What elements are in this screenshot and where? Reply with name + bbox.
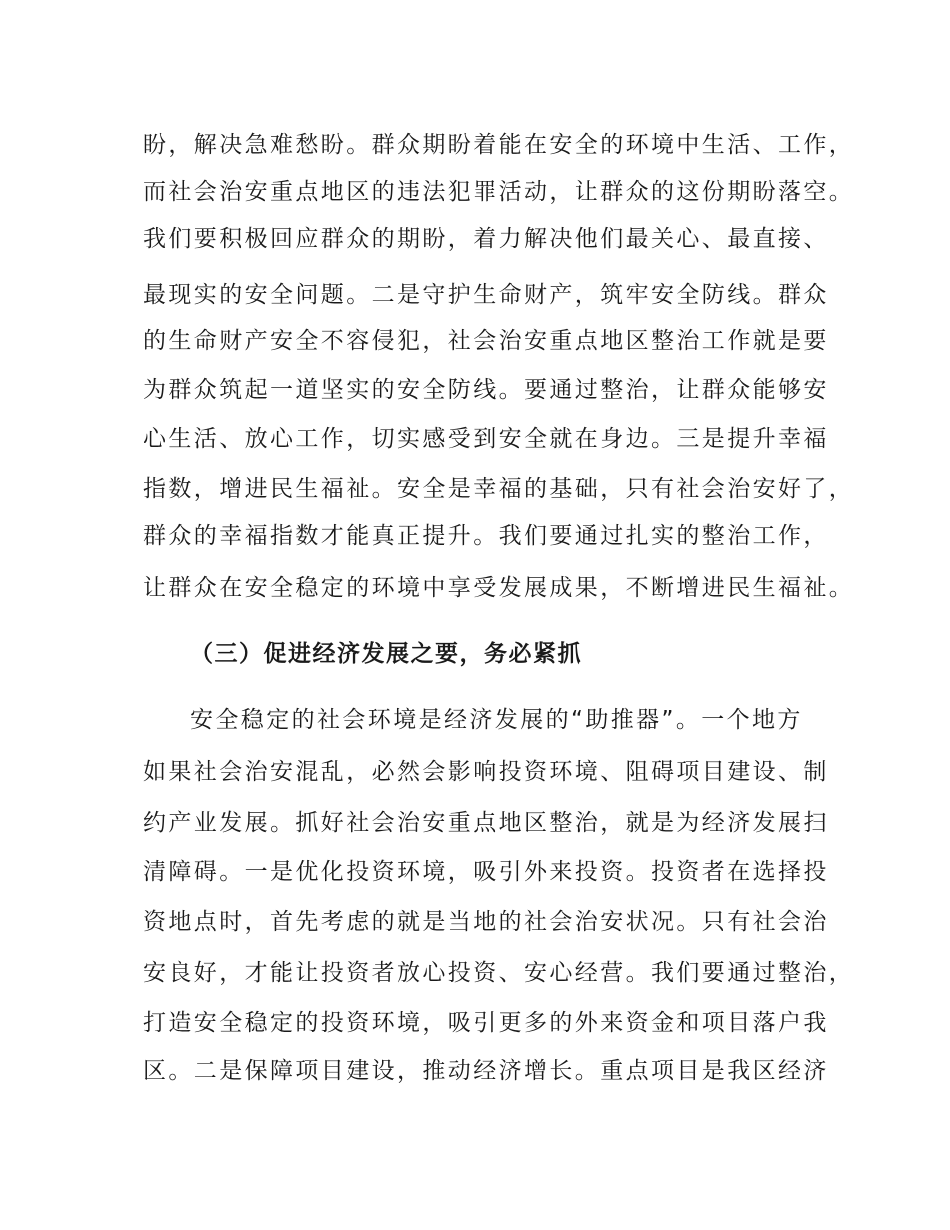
text-line: 群众的幸福指数才能真正提升。我们要通过扎实的整治工作， bbox=[143, 523, 829, 549]
text-line: 安良好，才能让投资者放心投资、安心经营。我们要通过整治， bbox=[143, 960, 855, 986]
section-heading: （三）促进经济发展之要，务必紧抓 bbox=[190, 641, 582, 667]
text-line: 资地点时，首先考虑的就是当地的社会治安状况。只有社会治 bbox=[143, 909, 829, 935]
text-line: 如果社会治安混乱，必然会影响投资环境、阻碍项目建设、制 bbox=[143, 759, 829, 785]
text-line: 让群众在安全稳定的环境中享受发展成果，不断增进民生福祉。 bbox=[143, 575, 855, 601]
text-line: 心生活、放心工作，切实感受到安全就在身边。三是提升幸福 bbox=[143, 426, 829, 452]
text-line: 清障碍。一是优化投资环境，吸引外来投资。投资者在选择投 bbox=[143, 859, 829, 885]
text-line: 的生命财产安全不容侵犯，社会治安重点地区整治工作就是要 bbox=[143, 328, 829, 354]
text-line: 区。二是保障项目建设，推动经济增长。重点项目是我区经济 bbox=[143, 1058, 829, 1084]
text-line: 为群众筑起一道坚实的安全防线。要通过整治，让群众能够安 bbox=[143, 377, 829, 403]
text-line: 而社会治安重点地区的违法犯罪活动，让群众的这份期盼落空。 bbox=[143, 179, 855, 205]
text-line: 安全稳定的社会环境是经济发展的“助推器”。一个地方 bbox=[190, 707, 803, 733]
text-line: 打造安全稳定的投资环境，吸引更多的外来资金和项目落户我 bbox=[143, 1010, 829, 1036]
text-line: 我们要积极回应群众的期盼，着力解决他们最关心、最直接、 bbox=[143, 226, 829, 252]
text-line: 约产业发展。抓好社会治安重点地区整治，就是为经济发展扫 bbox=[143, 810, 829, 836]
text-line: 指数，增进民生福祉。安全是幸福的基础，只有社会治安好了， bbox=[143, 476, 855, 502]
text-line: 盼，解决急难愁盼。群众期盼着能在安全的环境中生活、工作， bbox=[143, 132, 855, 158]
text-line: 最现实的安全问题。二是守护生命财产，筑牢安全防线。群众 bbox=[143, 282, 829, 308]
